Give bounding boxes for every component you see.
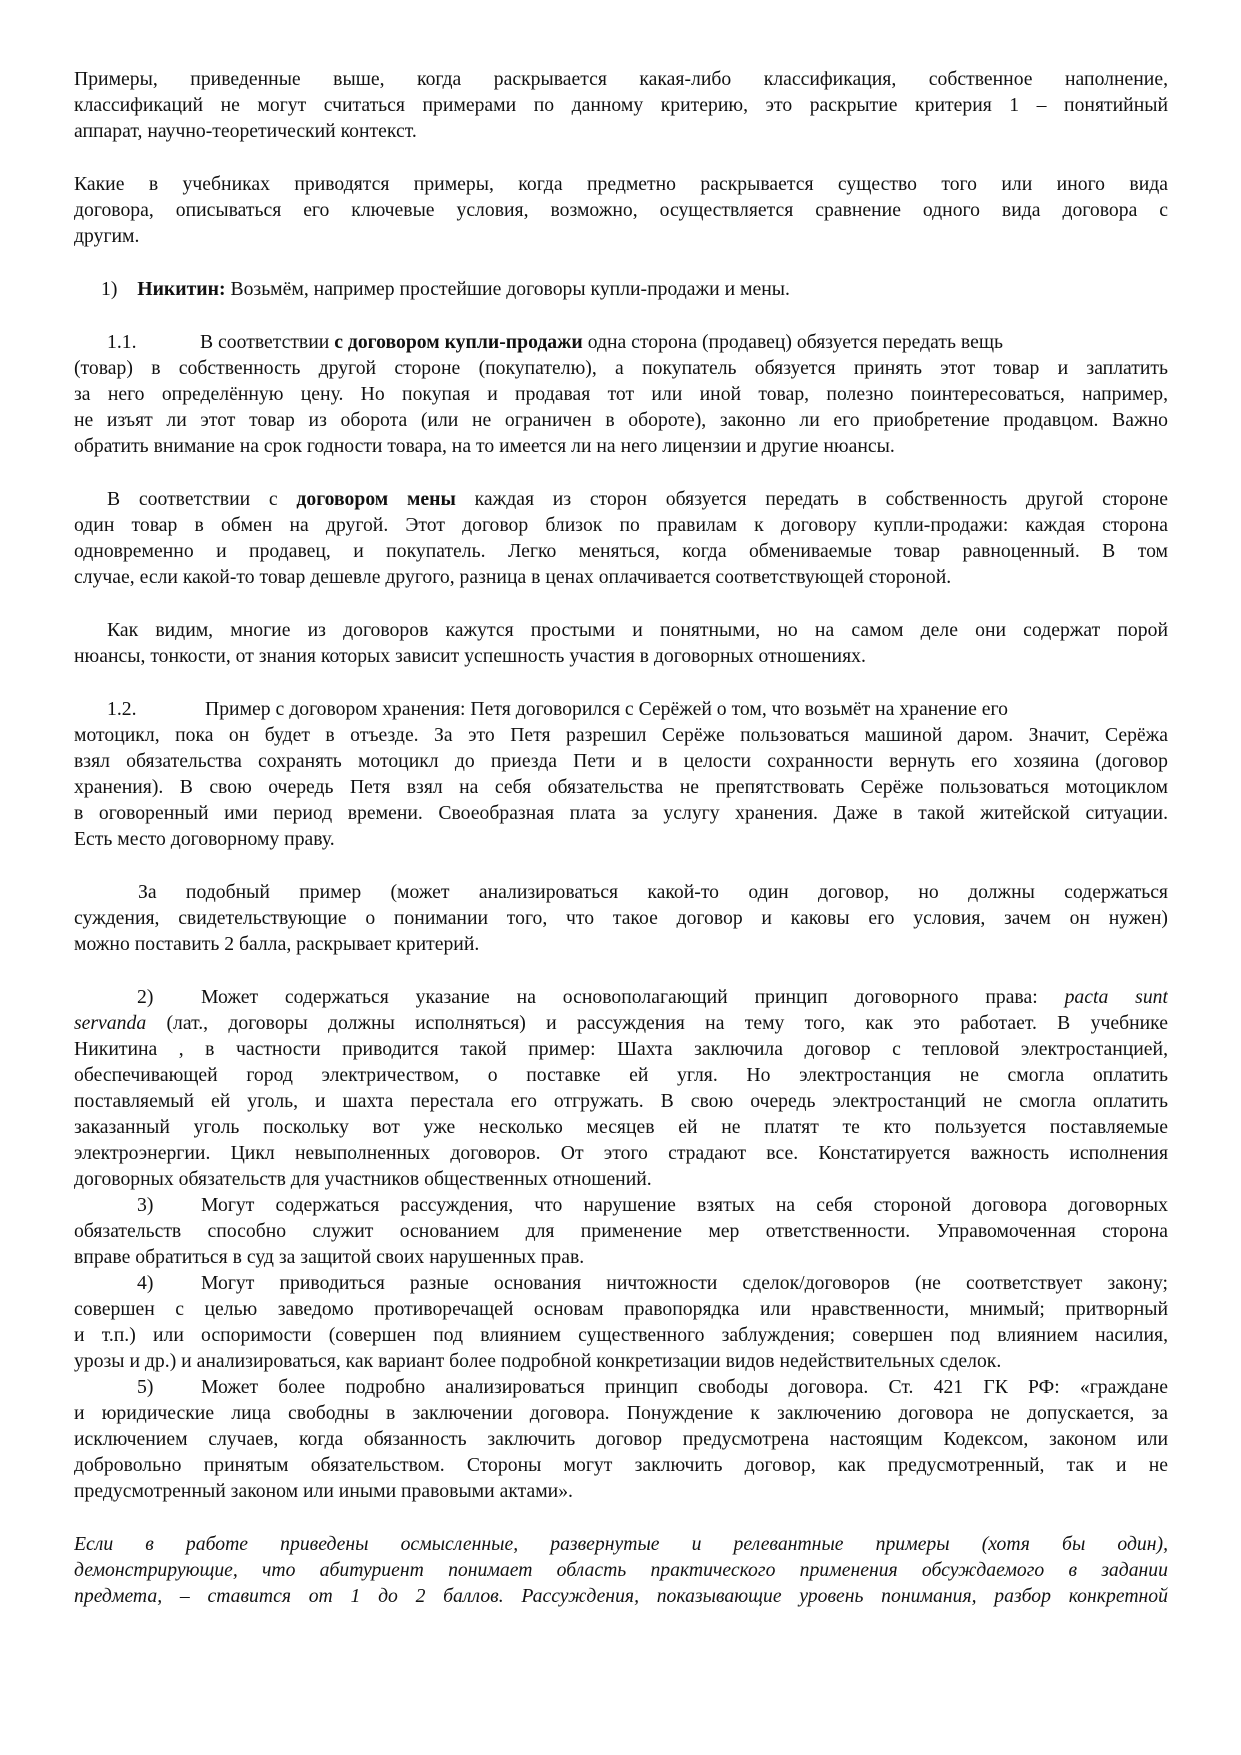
text-line	[74, 329, 1168, 355]
text-line: исключением случаев, когда обязанность заключить договор предусмотрена настоящим Кодексом, законом или	[74, 1428, 1168, 1450]
text-run: каждая из сторон обязуется передать в собственность другой стороне	[455, 488, 1168, 510]
text-line: совершен с целью заведомо противоречащей основам правопорядка или нравственности, мнимый; притворный	[74, 1298, 1168, 1320]
text-line: обратить внимание на срок годности товара, на то имеется ли на него лицензии и другие нюансы.	[74, 435, 895, 457]
text-line: и юридические лица свободны в заключении договора. Понуждение к заключению договора не допускается, за	[74, 1402, 1168, 1424]
text-line: добровольно принятым обязательством. Стороны могут заключить договор, как предусмотренный, так и не	[74, 1454, 1168, 1476]
text-run: (лат., договоры должны исполняться) и рассуждения на тему того, как это работает. В учебнике	[146, 1012, 1168, 1034]
list-item-3	[74, 1192, 1168, 1270]
text-line	[74, 1010, 1168, 1036]
text-line: договора, описываться его ключевые условия, возможно, осуществляется сравнение одного вида договора с	[74, 199, 1168, 221]
text-run: Могут приводиться разные основания ничтожности сделок/договоров (не соответствует закону;	[201, 1272, 1168, 1294]
text-line	[74, 696, 1168, 722]
text-line: нюансы, тонкости, от знания которых зависит успешность участия в договорных отношениях.	[74, 645, 866, 667]
text-line	[74, 486, 1168, 512]
text-line: можно поставить 2 балла, раскрывает критерий.	[74, 933, 480, 955]
text-line: Никитина , в частности приводится такой пример: Шахта заключила договор с тепловой электростанцией,	[74, 1038, 1168, 1060]
text-line: аппарат, научно-теоретический контекст.	[74, 120, 417, 142]
text-run: В соответствии	[200, 331, 335, 353]
text-line	[74, 984, 1168, 1010]
document-page	[74, 66, 1168, 1609]
text-line: демонстрирующие, что абитуриент понимает область практического применения обсуждаемого в задании	[74, 1559, 1168, 1581]
paragraph-1-2	[74, 696, 1168, 852]
list-number: 2)	[137, 986, 154, 1008]
text-line: Есть место договорному праву.	[74, 828, 335, 850]
text-line: заказанный уголь поскольку вот уже несколько месяцев ей не платят те кто пользуется поставляемые	[74, 1116, 1168, 1138]
list-item-5	[74, 1374, 1168, 1504]
text-line: взял обязательства сохранять мотоцикл до приезда Пети и в целости сохранности вернуть его хозяина (договор	[74, 750, 1168, 772]
paragraph-criteria-italic	[74, 1531, 1168, 1609]
text-line: не изъят ли этот товар из оборота (или не ограничен в обороте), законно ли его приобретение продавцом. Важно	[74, 409, 1168, 431]
text-line: за него определённую цену. Но покупая и продавая тот или иной товар, полезно поинтересоваться, например,	[74, 383, 1168, 405]
text-line: обязательств способно служит основанием для применение мер ответственности. Управомоченная сторона	[74, 1220, 1168, 1242]
list-number: 1)	[101, 278, 118, 300]
text-line: классификаций не могут считаться примерами по данному критерию, это раскрытие критерия 1 – понятийный	[74, 94, 1168, 116]
section-number: 1.1.	[107, 331, 137, 353]
text-line: Если в работе приведены осмысленные, развернутые и релевантные примеры (хотя бы один),	[74, 1533, 1168, 1555]
paragraph-intro-2	[74, 171, 1168, 249]
text-line: случае, если какой-то товар дешевле другого, разница в ценах оплачивается соответствующей стороной.	[74, 566, 952, 588]
latin-phrase: servanda	[74, 1012, 147, 1034]
bold-term: с договором купли-продажи	[334, 331, 583, 353]
text-line	[74, 1374, 1168, 1400]
list-number: 5)	[137, 1376, 154, 1398]
text-line: (товар) в собственность другой стороне (покупателю), а покупатель обязуется принять этот товар и заплатить	[74, 357, 1168, 379]
text-line: Какие в учебниках приводятся примеры, когда предметно раскрывается существо того или иного вида	[74, 173, 1168, 195]
text-run: Может более подробно анализироваться принцип свободы договора. Ст. 421 ГК РФ: «граждане	[201, 1376, 1168, 1398]
text-line: Как видим, многие из договоров кажутся простыми и понятными, но на самом деле они содержат порой	[107, 619, 1168, 641]
text-line: поставляемый ей уголь, и шахта перестала его отгружать. В свою очередь электростанций не смогла оплатить	[74, 1090, 1168, 1112]
text-line: договорных обязательств для участников общественных отношений.	[74, 1168, 652, 1190]
text-run: В соответствии с	[107, 488, 297, 510]
text-line: одновременно и продавец, и покупатель. Легко меняться, когда обмениваемые товар равноценный. В том	[74, 540, 1168, 562]
text-line: мотоцикл, пока он будет в отъезде. За это Петя разрешил Серёже пользоваться машиной даром. Значит, Серёжа	[74, 724, 1168, 746]
text-line: хранения). В свою очередь Петя взял на себя обязательства не препятствовать Серёже пользоваться мотоциклом	[74, 776, 1168, 798]
list-number: 3)	[137, 1194, 154, 1216]
text-line: один товар в обмен на другой. Этот договор близок по правилам к договору купли-продажи: каждая сторона	[74, 514, 1168, 536]
list-item-1	[74, 276, 1168, 302]
text-line: в оговоренный ими период времени. Своеобразная плата за услугу хранения. Даже в такой житейской ситуации.	[74, 802, 1168, 824]
bold-term: договором мены	[296, 488, 456, 510]
text-line: Примеры, приведенные выше, когда раскрывается какая-либо классификация, собственное наполнение,	[74, 68, 1168, 90]
text-line: предусмотренный законом или иными правовыми актами».	[74, 1480, 573, 1502]
list-item-2	[74, 984, 1168, 1192]
text-run: Может содержаться указание на основополагающий принцип договорного права:	[201, 986, 1065, 1008]
paragraph-score	[74, 879, 1168, 957]
text-run: одна сторона (продавец) обязуется передать вещь	[582, 331, 1003, 353]
text-run: Пример с договором хранения: Петя договорился с Серёжей о том, что возьмёт на хранение его	[205, 698, 1008, 720]
text-line	[74, 1192, 1168, 1218]
text-run: Могут содержаться рассуждения, что нарушение взятых на себя стороной договора договорных	[201, 1194, 1168, 1216]
text-line: обеспечивающей город электричеством, о поставке ей угля. Но электростанция не смогла оплатить	[74, 1064, 1168, 1086]
text-line: За подобный пример (может анализироваться какой-то один договор, но должны содержаться	[138, 881, 1168, 903]
text-line: предмета, – ставится от 1 до 2 баллов. Рассуждения, показывающие уровень понимания, разбор конкретной	[74, 1585, 1168, 1607]
list-number: 4)	[137, 1272, 154, 1294]
author-name: Никитин:	[137, 278, 226, 300]
paragraph-mena	[74, 486, 1168, 590]
paragraph-intro-1	[74, 66, 1168, 144]
text-line: урозы и др.) и анализироваться, как вариант более подробной конкретизации видов недействительных сделок.	[74, 1350, 1002, 1372]
text-line: электроэнергии. Цикл невыполненных договоров. От этого страдают все. Констатируется важность исполнения	[74, 1142, 1168, 1164]
list-item-text: Возьмём, например простейшие договоры купли-продажи и мены.	[225, 278, 790, 300]
text-line	[74, 1270, 1168, 1296]
paragraph-1-1	[74, 329, 1168, 459]
text-line: суждения, свидетельствующие о понимании того, что такое договор и каковы его условия, зачем он нужен)	[74, 907, 1168, 929]
text-line: другим.	[74, 225, 140, 247]
latin-phrase: pacta sunt	[1064, 986, 1168, 1008]
text-line: и т.п.) или оспоримости (совершен под влиянием существенного заблуждения; совершен под влиянием насилия,	[74, 1324, 1168, 1346]
section-number: 1.2.	[107, 698, 137, 720]
list-item-4	[74, 1270, 1168, 1374]
text-line: вправе обратиться в суд за защитой своих нарушенных прав.	[74, 1246, 585, 1268]
paragraph-vidim	[74, 617, 1168, 669]
